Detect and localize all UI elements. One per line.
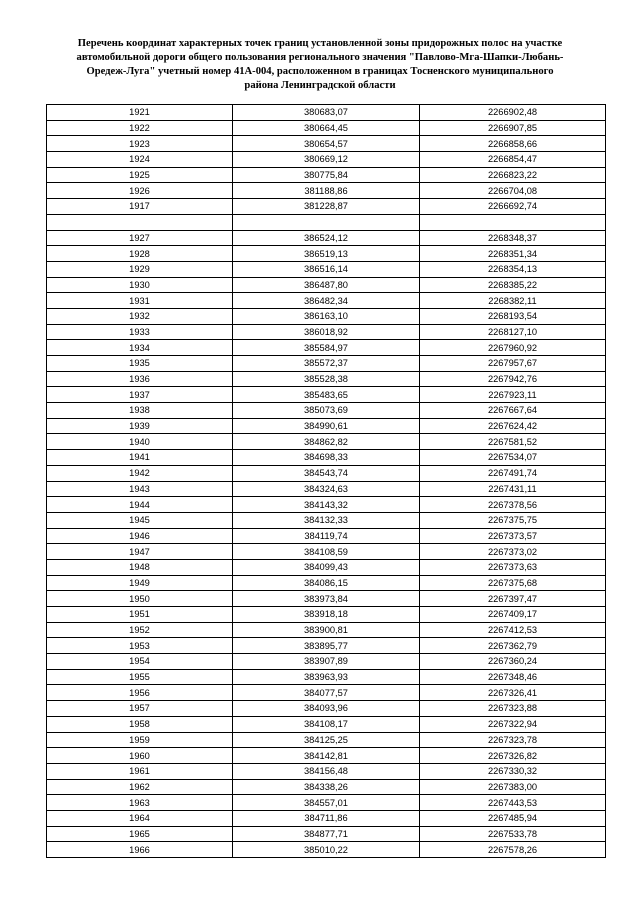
y-coordinate-cell: 2267431,11 [420,481,606,497]
y-coordinate-cell: 2267326,41 [420,685,606,701]
y-coordinate-cell: 2267624,42 [420,418,606,434]
y-coordinate-cell: 2267412,53 [420,622,606,638]
point-number-cell: 1965 [47,826,233,842]
table-row [47,654,606,670]
point-number-cell: 1941 [47,450,233,466]
y-coordinate-cell: 2267443,53 [420,795,606,811]
table-row [47,293,606,309]
point-number-cell [47,214,233,230]
point-number-cell: 1964 [47,810,233,826]
point-number-cell: 1933 [47,324,233,340]
y-coordinate-cell: 2267375,68 [420,575,606,591]
y-coordinate-cell: 2267957,67 [420,356,606,372]
y-coordinate-cell: 2268348,37 [420,230,606,246]
table-row [47,450,606,466]
x-coordinate-cell: 381228,87 [233,199,420,215]
table-row [47,716,606,732]
table-row [47,512,606,528]
table-row [47,308,606,324]
y-coordinate-cell: 2267323,78 [420,732,606,748]
point-number-cell: 1966 [47,842,233,858]
y-coordinate-cell: 2268127,10 [420,324,606,340]
table-row [47,261,606,277]
point-number-cell: 1939 [47,418,233,434]
table-row [47,152,606,168]
point-number-cell: 1945 [47,512,233,528]
x-coordinate-cell: 384132,33 [233,512,420,528]
table-row [47,842,606,858]
y-coordinate-cell: 2267373,02 [420,544,606,560]
y-coordinate-cell: 2267383,00 [420,779,606,795]
y-coordinate-cell: 2267667,64 [420,403,606,419]
table-row [47,622,606,638]
table-row [47,748,606,764]
table-row [47,387,606,403]
x-coordinate-cell: 386018,92 [233,324,420,340]
title-line: Перечень координат характерных точек границ установленной зоны придорожных полос на участке [77,38,563,49]
y-coordinate-cell: 2266854,47 [420,152,606,168]
table-row [47,528,606,544]
x-coordinate-cell: 385010,22 [233,842,420,858]
y-coordinate-cell: 2267533,78 [420,826,606,842]
x-coordinate-cell: 386482,34 [233,293,420,309]
point-number-cell: 1931 [47,293,233,309]
x-coordinate-cell: 384698,33 [233,450,420,466]
point-number-cell: 1942 [47,465,233,481]
y-coordinate-cell: 2267485,94 [420,810,606,826]
x-coordinate-cell: 384086,15 [233,575,420,591]
x-coordinate-cell: 385572,37 [233,356,420,372]
table-row [47,167,606,183]
table-row [47,434,606,450]
table-row [47,607,606,623]
y-coordinate-cell: 2267373,63 [420,559,606,575]
point-number-cell: 1925 [47,167,233,183]
point-number-cell: 1962 [47,779,233,795]
title-line: автомобильной дороги общего пользования регионального значения "Павлово-Мга-Шапки-Любань- [76,52,564,63]
x-coordinate-cell: 384143,32 [233,497,420,513]
point-number-cell: 1936 [47,371,233,387]
table-row [47,481,606,497]
table-row [47,199,606,215]
point-number-cell: 1940 [47,434,233,450]
x-coordinate-cell: 384877,71 [233,826,420,842]
table-row [47,120,606,136]
x-coordinate-cell: 384990,61 [233,418,420,434]
y-coordinate-cell: 2268385,22 [420,277,606,293]
point-number-cell: 1957 [47,701,233,717]
x-coordinate-cell: 384108,17 [233,716,420,732]
point-number-cell: 1930 [47,277,233,293]
y-coordinate-cell: 2267397,47 [420,591,606,607]
table-row [47,324,606,340]
x-coordinate-cell: 386163,10 [233,308,420,324]
x-coordinate-cell: 384142,81 [233,748,420,764]
y-coordinate-cell: 2267323,88 [420,701,606,717]
point-number-cell: 1951 [47,607,233,623]
point-number-cell: 1948 [47,559,233,575]
table-row [47,638,606,654]
x-coordinate-cell: 380669,12 [233,152,420,168]
x-coordinate-cell: 385073,69 [233,403,420,419]
x-coordinate-cell: 380683,07 [233,105,420,121]
y-coordinate-cell: 2267322,94 [420,716,606,732]
point-number-cell: 1924 [47,152,233,168]
x-coordinate-cell: 384557,01 [233,795,420,811]
y-coordinate-cell: 2267581,52 [420,434,606,450]
table-row [47,669,606,685]
point-number-cell: 1923 [47,136,233,152]
point-number-cell: 1921 [47,105,233,121]
table-row [47,403,606,419]
x-coordinate-cell: 384108,59 [233,544,420,560]
x-coordinate-cell: 386516,14 [233,261,420,277]
y-coordinate-cell: 2267942,76 [420,371,606,387]
point-number-cell: 1960 [47,748,233,764]
table-row [47,591,606,607]
point-number-cell: 1932 [47,308,233,324]
table-row [47,246,606,262]
y-coordinate-cell: 2266704,08 [420,183,606,199]
y-coordinate-cell: 2267923,11 [420,387,606,403]
x-coordinate-cell: 386524,12 [233,230,420,246]
y-coordinate-cell: 2268382,11 [420,293,606,309]
table-row [47,732,606,748]
y-coordinate-cell: 2267326,82 [420,748,606,764]
x-coordinate-cell: 386519,13 [233,246,420,262]
x-coordinate-cell: 384324,63 [233,481,420,497]
x-coordinate-cell: 380664,45 [233,120,420,136]
point-number-cell: 1952 [47,622,233,638]
point-number-cell: 1954 [47,654,233,670]
point-number-cell: 1953 [47,638,233,654]
coordinates-table [46,104,606,858]
table-row [47,356,606,372]
table-row [47,497,606,513]
title-line: района Ленинградской области [244,80,396,91]
point-number-cell: 1959 [47,732,233,748]
table-row [47,701,606,717]
y-coordinate-cell: 2267534,07 [420,450,606,466]
y-coordinate-cell [420,214,606,230]
x-coordinate-cell: 384099,43 [233,559,420,575]
point-number-cell: 1917 [47,199,233,215]
point-number-cell: 1947 [47,544,233,560]
point-number-cell: 1950 [47,591,233,607]
y-coordinate-cell: 2267330,32 [420,763,606,779]
point-number-cell: 1935 [47,356,233,372]
y-coordinate-cell: 2267378,56 [420,497,606,513]
x-coordinate-cell: 385584,97 [233,340,420,356]
point-number-cell: 1928 [47,246,233,262]
x-coordinate-cell [233,214,420,230]
table-row [47,214,606,230]
point-number-cell: 1963 [47,795,233,811]
x-coordinate-cell: 383907,89 [233,654,420,670]
y-coordinate-cell: 2267360,24 [420,654,606,670]
y-coordinate-cell: 2267578,26 [420,842,606,858]
y-coordinate-cell: 2266823,22 [420,167,606,183]
x-coordinate-cell: 384077,57 [233,685,420,701]
x-coordinate-cell: 386487,80 [233,277,420,293]
y-coordinate-cell: 2267409,17 [420,607,606,623]
table-row [47,685,606,701]
document-title [40,37,600,93]
x-coordinate-cell: 384156,48 [233,763,420,779]
table-row [47,230,606,246]
y-coordinate-cell: 2268193,54 [420,308,606,324]
point-number-cell: 1943 [47,481,233,497]
table-row [47,136,606,152]
x-coordinate-cell: 380654,57 [233,136,420,152]
table-row [47,277,606,293]
point-number-cell: 1961 [47,763,233,779]
point-number-cell: 1944 [47,497,233,513]
point-number-cell: 1946 [47,528,233,544]
x-coordinate-cell: 383900,81 [233,622,420,638]
y-coordinate-cell: 2267373,57 [420,528,606,544]
table-row [47,183,606,199]
point-number-cell: 1955 [47,669,233,685]
x-coordinate-cell: 383963,93 [233,669,420,685]
x-coordinate-cell: 381188,86 [233,183,420,199]
y-coordinate-cell: 2267960,92 [420,340,606,356]
table-row [47,810,606,826]
y-coordinate-cell: 2266692,74 [420,199,606,215]
table-row [47,465,606,481]
point-number-cell: 1934 [47,340,233,356]
y-coordinate-cell: 2267348,46 [420,669,606,685]
x-coordinate-cell: 384093,96 [233,701,420,717]
y-coordinate-cell: 2268354,13 [420,261,606,277]
x-coordinate-cell: 384711,86 [233,810,420,826]
point-number-cell: 1929 [47,261,233,277]
point-number-cell: 1926 [47,183,233,199]
point-number-cell: 1949 [47,575,233,591]
y-coordinate-cell: 2266907,85 [420,120,606,136]
point-number-cell: 1927 [47,230,233,246]
table-row [47,559,606,575]
table-row [47,544,606,560]
x-coordinate-cell: 384125,25 [233,732,420,748]
x-coordinate-cell: 384338,26 [233,779,420,795]
x-coordinate-cell: 380775,84 [233,167,420,183]
y-coordinate-cell: 2266902,48 [420,105,606,121]
x-coordinate-cell: 384862,82 [233,434,420,450]
table-row [47,575,606,591]
table-row [47,418,606,434]
y-coordinate-cell: 2267491,74 [420,465,606,481]
x-coordinate-cell: 384543,74 [233,465,420,481]
point-number-cell: 1937 [47,387,233,403]
table-row [47,105,606,121]
title-line: Оредеж-Луга" учетный номер 41А-004, расположенном в границах Тосненского муниципального [86,66,554,77]
y-coordinate-cell: 2267375,75 [420,512,606,528]
table-row [47,340,606,356]
table-row [47,763,606,779]
x-coordinate-cell: 383918,18 [233,607,420,623]
x-coordinate-cell: 385483,65 [233,387,420,403]
coordinates-table-body [47,105,606,858]
x-coordinate-cell: 384119,74 [233,528,420,544]
x-coordinate-cell: 385528,38 [233,371,420,387]
y-coordinate-cell: 2268351,34 [420,246,606,262]
x-coordinate-cell: 383895,77 [233,638,420,654]
x-coordinate-cell: 383973,84 [233,591,420,607]
point-number-cell: 1958 [47,716,233,732]
point-number-cell: 1938 [47,403,233,419]
table-row [47,826,606,842]
y-coordinate-cell: 2267362,79 [420,638,606,654]
table-row [47,779,606,795]
table-row [47,371,606,387]
point-number-cell: 1956 [47,685,233,701]
y-coordinate-cell: 2266858,66 [420,136,606,152]
table-row [47,795,606,811]
point-number-cell: 1922 [47,120,233,136]
